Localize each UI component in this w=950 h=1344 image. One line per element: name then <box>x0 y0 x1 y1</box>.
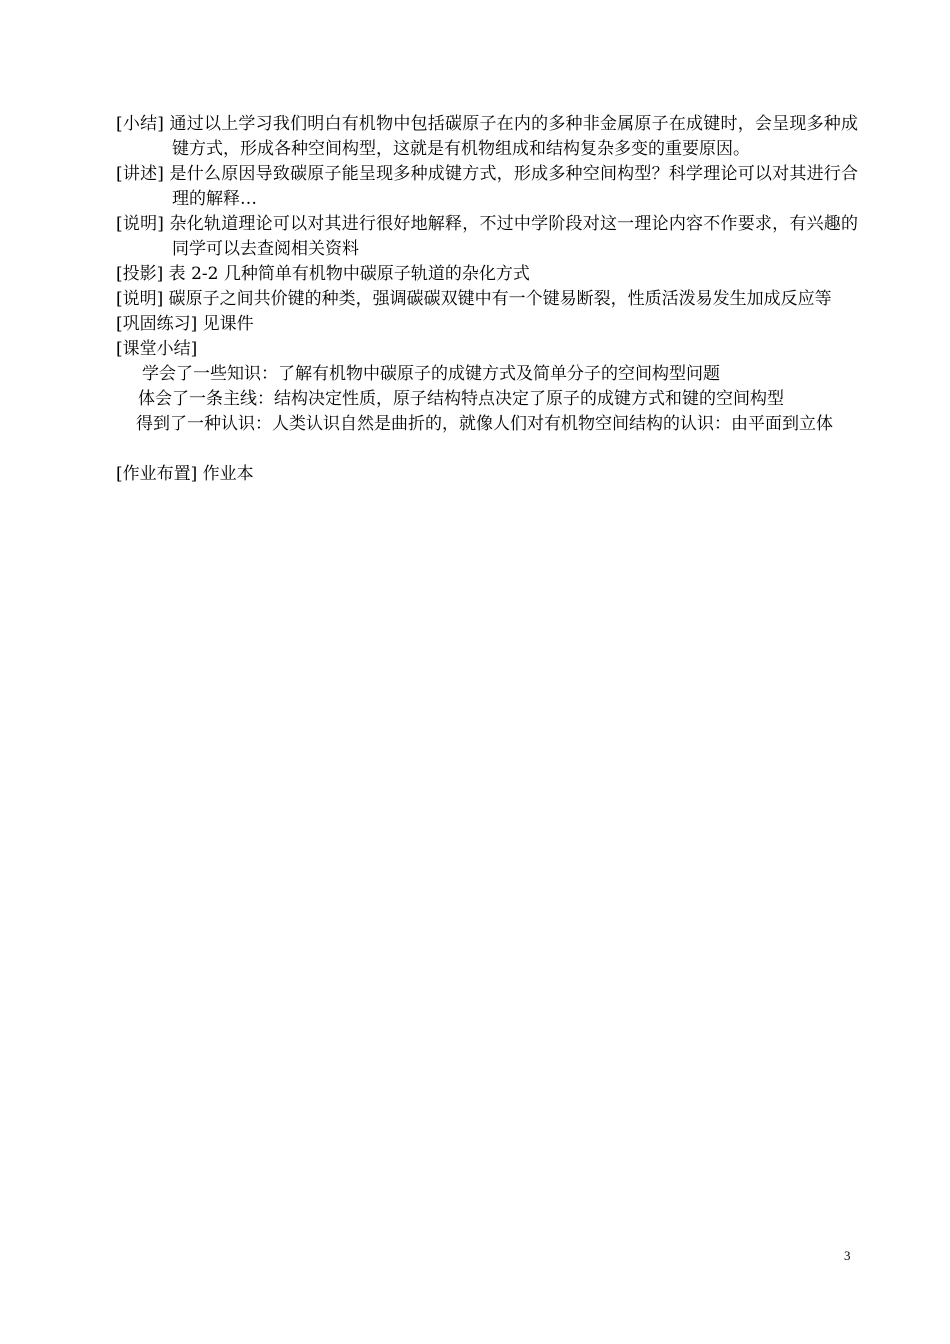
paragraph-tag: [说明] <box>116 289 164 309</box>
paragraph-class-summary <box>116 337 858 362</box>
paragraph-text: 杂化轨道理论可以对其进行很好地解释，不过中学阶段对这一理论内容不作要求，有兴趣的同学可以去查阅相关资料 <box>169 214 859 259</box>
page-number: 3 <box>844 1248 851 1263</box>
summary-item-knowledge: 学会了一些知识：了解有机物中碳原子的成键方式及简单分子的空间构型问题 <box>142 364 720 384</box>
paragraph-note-hybridization <box>116 212 858 262</box>
paragraph-tag: [课堂小结] <box>116 339 198 359</box>
summary-item-understanding: 得到了一种认识：人类认识自然是曲折的，就像人们对有机物空间结构的认识：由平面到立体 <box>136 414 833 434</box>
paragraph-tag: [巩固练习] <box>116 314 198 334</box>
document-body <box>116 112 858 487</box>
paragraph-text: 作业本 <box>202 464 254 484</box>
paragraph-practice <box>116 312 858 337</box>
paragraph-explanation <box>116 162 858 212</box>
paragraph-summary-intro <box>116 112 858 162</box>
paragraph-projection <box>116 262 858 287</box>
paragraph-tag: [作业布置] <box>116 464 198 484</box>
summary-item-mainline: 体会了一条主线：结构决定性质，原子结构特点决定了原子的成键方式和键的空间构型 <box>138 389 784 409</box>
paragraph-tag: [讲述] <box>116 164 164 184</box>
paragraph-tag: [小结] <box>116 114 164 134</box>
paragraph-text: 表 2-2 几种简单有机物中碳原子轨道的杂化方式 <box>168 264 530 284</box>
paragraph-tag: [投影] <box>116 264 164 284</box>
paragraph-text: 碳原子之间共价键的种类，强调碳碳双键中有一个键易断裂，性质活泼易发生加成反应等 <box>168 289 832 309</box>
spacer <box>116 437 858 462</box>
paragraph-tag: [说明] <box>116 214 164 234</box>
paragraph-text: 见课件 <box>202 314 254 334</box>
paragraph-text: 通过以上学习我们明白有机物中包括碳原子在内的多种非金属原子在成键时，会呈现多种成键方式，形成各种空间构型，这就是有机物组成和结构复杂多变的重要原因。 <box>169 114 859 159</box>
paragraph-note-bonds <box>116 287 858 312</box>
paragraph-text: 是什么原因导致碳原子能呈现多种成键方式，形成多种空间构型？科学理论可以对其进行合理的解释… <box>169 164 859 209</box>
paragraph-homework <box>116 462 858 487</box>
